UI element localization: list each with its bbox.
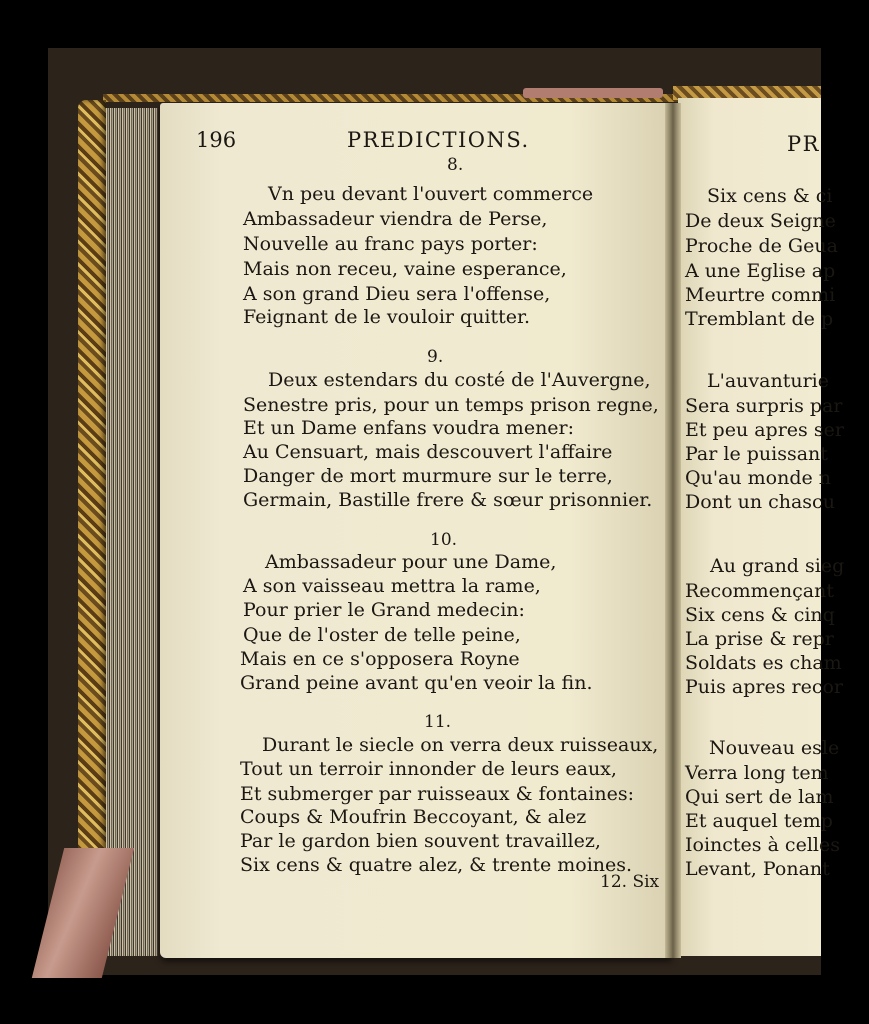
gilt-binding-edge	[78, 100, 106, 935]
verse-line: Et submerger par ruisseaux & fontaines:	[240, 783, 634, 805]
verse-line: Nouveau esle	[709, 737, 840, 759]
verse-line: Qui sert de lam	[685, 786, 834, 808]
verse-line: Germain, Bastille frere & sœur prisonnier.	[243, 489, 653, 511]
verse-line: Au Censuart, mais descouvert l'affaire	[243, 441, 613, 463]
running-head: PREDICTIONS.	[347, 128, 530, 152]
stanza-number: 8.	[447, 155, 464, 175]
verse-line: Ambassadeur viendra de Perse,	[243, 208, 548, 230]
catchword: 12. Six	[600, 872, 660, 892]
verse-line: Puis apres recor	[685, 676, 843, 698]
verse-line: Feignant de le vouloir quitter.	[243, 306, 531, 328]
verse-line: Mais non receu, vaine esperance,	[243, 258, 567, 280]
verse-line: Qu'au monde n	[685, 467, 832, 489]
verse-line: Pour prier le Grand medecin:	[243, 599, 525, 621]
verse-line: Et peu apres ser	[685, 419, 844, 441]
verse-line: Deux estendars du costé de l'Auvergne,	[268, 369, 651, 391]
verse-line: Tremblant de p	[685, 308, 834, 330]
stanza-number: 11.	[424, 712, 452, 732]
verse-line: Nouvelle au franc pays porter:	[243, 233, 538, 255]
top-ribbon	[523, 88, 663, 98]
verse-line: Six cens & quatre alez, & trente moines.	[240, 854, 633, 876]
verse-line: Recommençant	[685, 580, 834, 602]
page-number: 196	[196, 128, 237, 152]
verse-line: Sera surpris par	[685, 395, 843, 417]
verse-line: La prise & repr	[685, 628, 834, 650]
verse-line: Tout un terroir innonder de leurs eaux,	[240, 758, 617, 780]
verse-line: Soldats es cham	[685, 652, 842, 674]
verse-line: Durant le siecle on verra deux ruisseaux,	[262, 734, 659, 756]
book-gutter	[665, 103, 681, 958]
page-block-edges	[106, 108, 158, 956]
verse-line: Meurtre commi	[685, 284, 836, 306]
verse-line: Danger de mort murmure sur le terre,	[243, 465, 613, 487]
verse-line: Mais en ce s'opposera Royne	[240, 648, 520, 670]
verse-line: De deux Seigne	[685, 210, 836, 232]
verse-line: Verra long tem	[685, 762, 829, 784]
verse-line: Six cens & ci	[707, 185, 833, 207]
verse-line: L'auvanturie	[707, 370, 829, 392]
verse-line: Six cens & cinq	[685, 604, 835, 626]
verse-line: Grand peine avant qu'en veoir la fin.	[240, 672, 593, 694]
verse-line: Que de l'oster de telle peine,	[243, 624, 521, 646]
verse-line: A son vaisseau mettra la rame,	[243, 575, 541, 597]
verse-line: Au grand sieg	[710, 555, 845, 577]
verse-line: Ioinctes à celles	[685, 834, 840, 856]
verse-line: Senestre pris, pour un temps prison regne,	[243, 394, 659, 416]
verse-line: Coups & Moufrin Beccoyant, & alez	[240, 806, 587, 828]
verse-line: A son grand Dieu sera l'offense,	[243, 283, 551, 305]
verse-line: Vn peu devant l'ouvert commerce	[268, 183, 594, 205]
verse-line: Ambassadeur pour une Dame,	[265, 551, 557, 573]
verse-line: Dont un chascu	[685, 491, 835, 513]
stanza-number: 10.	[430, 530, 458, 550]
stanza-number: 9.	[427, 347, 444, 367]
verse-line: Proche de Geua	[685, 235, 838, 257]
verse-line: A une Eglise ap	[685, 260, 836, 282]
verse-line: Levant, Ponant	[685, 858, 830, 880]
right-running-head: PR	[787, 132, 820, 156]
verse-line: Et auquel temp	[685, 810, 833, 832]
verse-line: Et un Dame enfans voudra mener:	[243, 417, 575, 439]
verse-line: Par le gardon bien souvent travaillez,	[240, 830, 601, 852]
right-page-text-clip	[680, 100, 845, 920]
verse-line: Par le puissant	[685, 443, 828, 465]
